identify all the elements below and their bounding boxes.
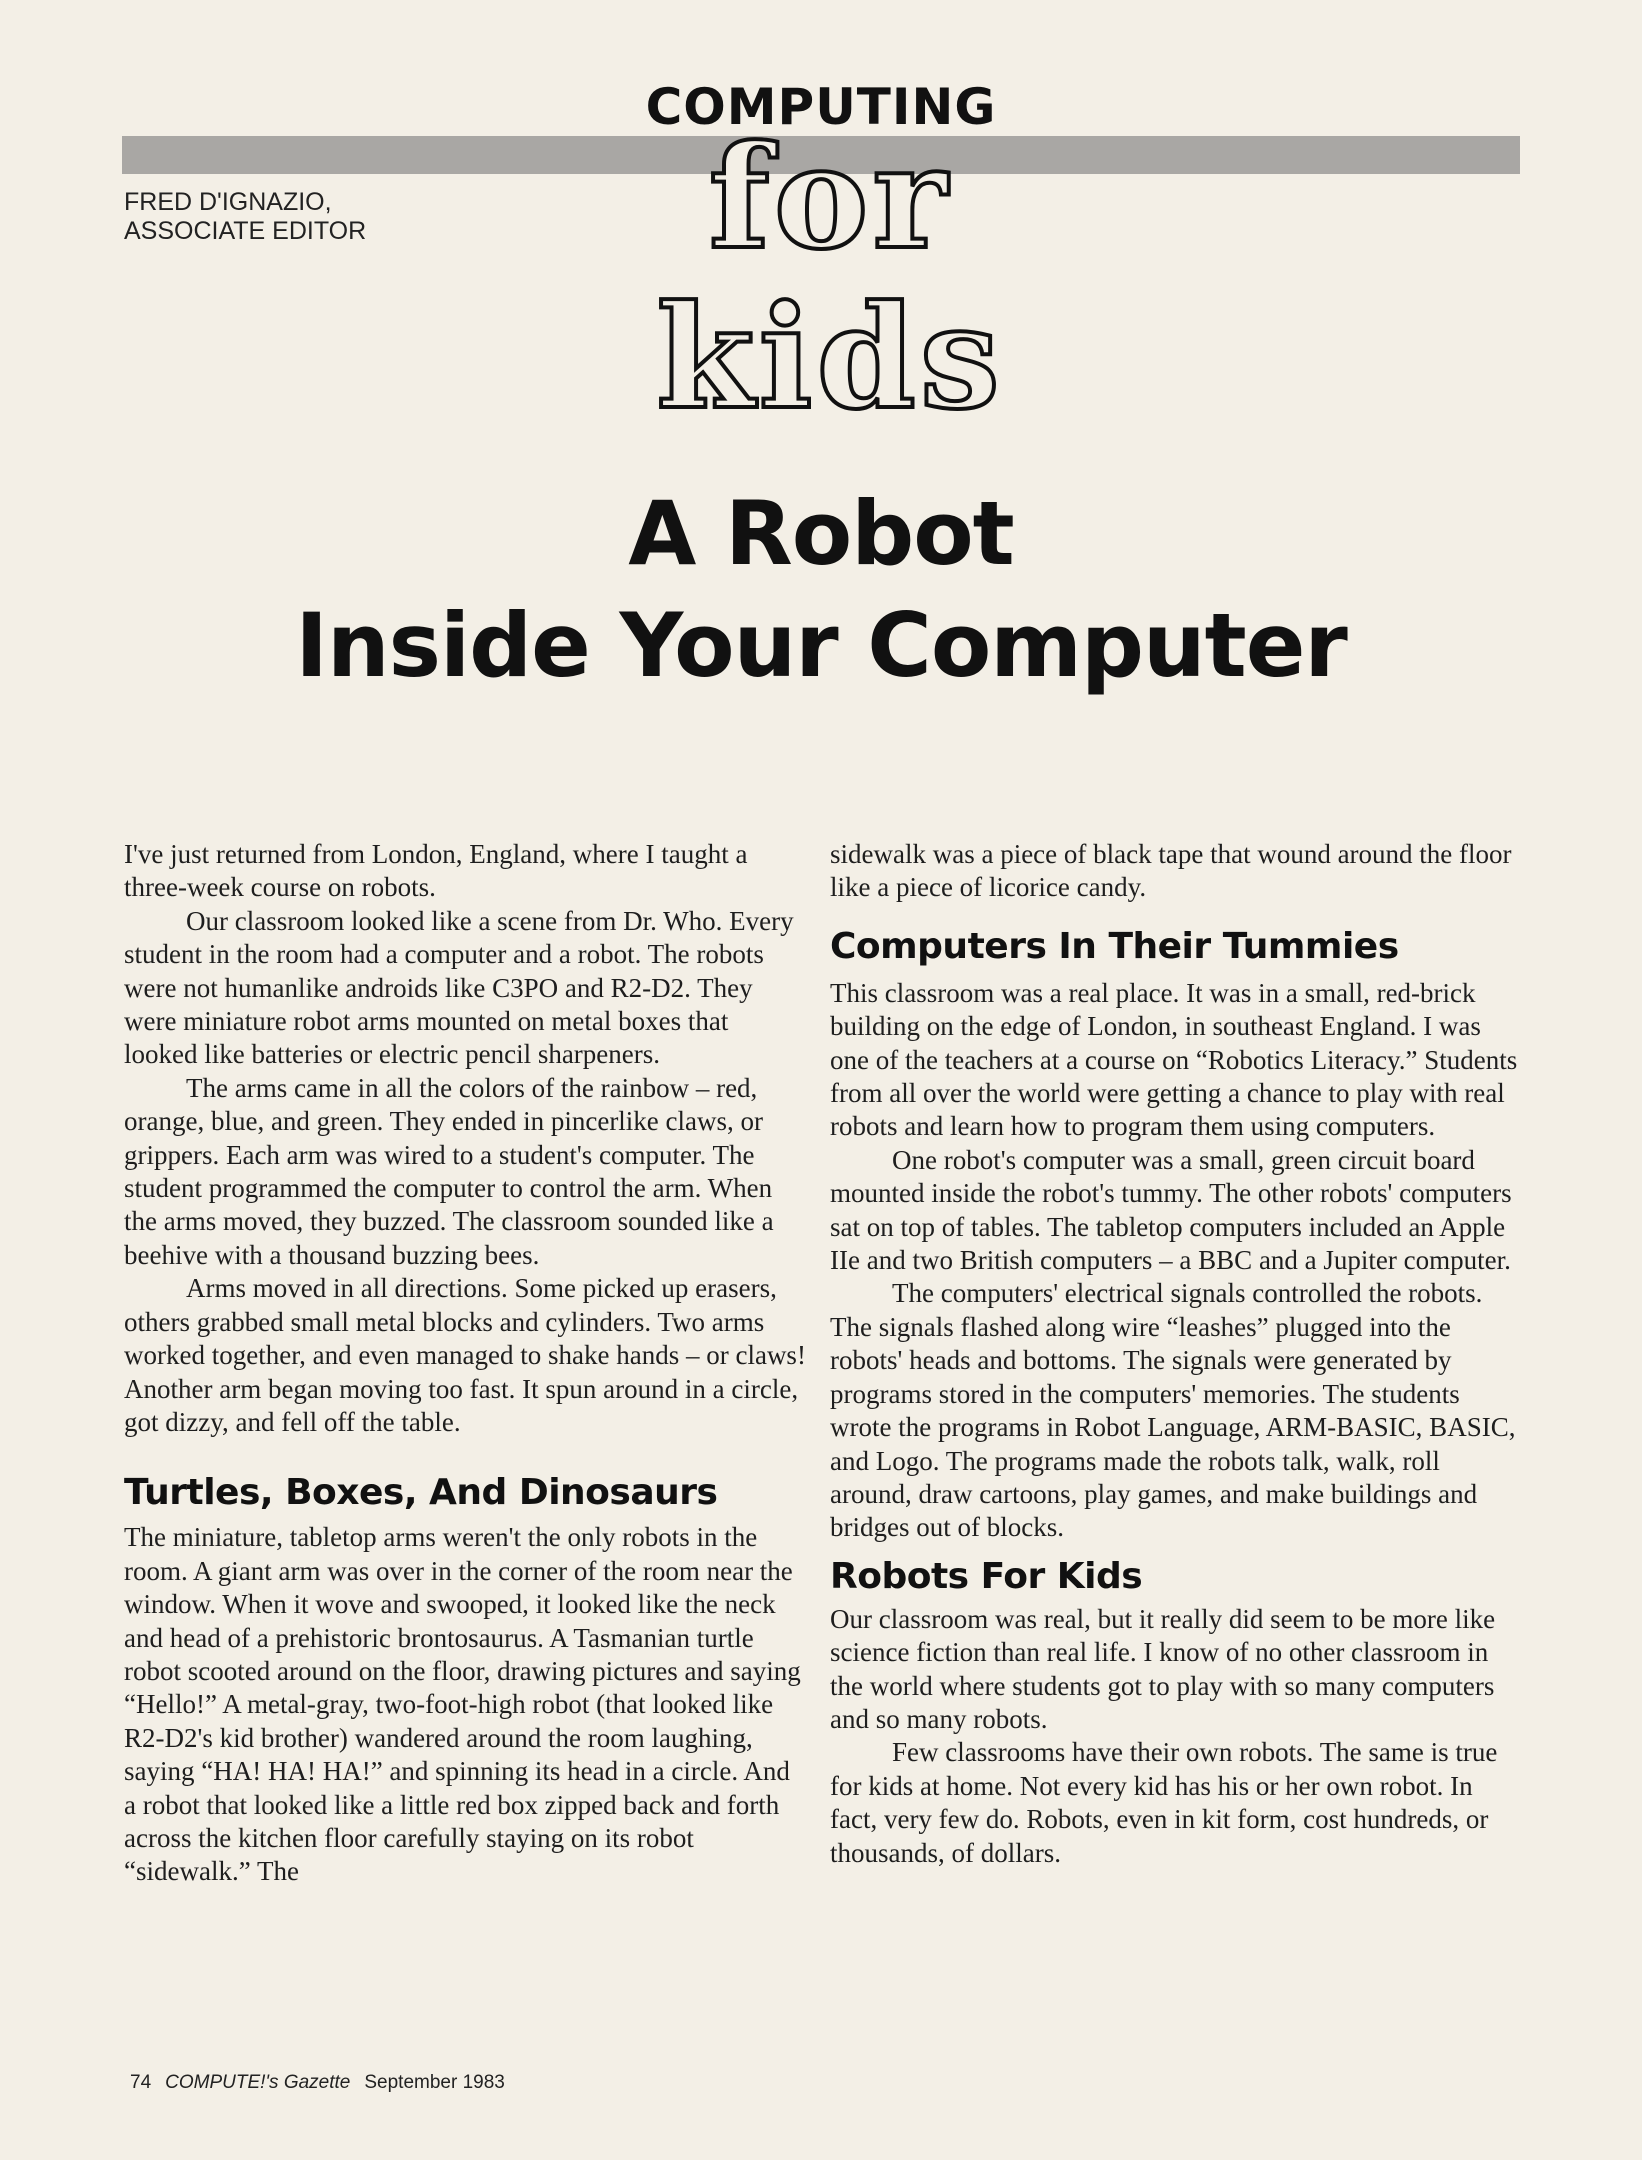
section-heading: Robots For Kids [830,1555,1143,1597]
paragraph: Our classroom was real, but it really did seem to be more like science fiction than real life. I know of no other classroom in the world where students got to play with so many computers and so many robots. [830,1603,1496,1734]
paragraph: I've just returned from London, England, where I taught a three-week course on robots. [124,839,748,903]
page-footer [130,2072,505,2094]
headline-line-1: A Robot [628,482,1014,585]
paragraph: Arms moved in all directions. Some picked up erasers, others grabbed small metal blocks and cylinders. Two arms worked together, and even managed to shake hands – or claws! Another arm began moving too fast. It spun around in a circle, got dizzy, and fell off the table. [124,1273,806,1437]
column-label: COMPUTING [645,78,997,136]
magazine-title: COMPUTE!'s Gazette [165,2072,351,2093]
paragraph: The miniature, tabletop arms weren't the only robots in the room. A giant arm was over in the corner of the room near the window. When it wove and swooped, it looked like the neck and head of a prehistoric brontosaurus. A Tasmanian turtle robot scooted around on the floor, drawing pictures and saying “Hello!” A metal-gray, two-foot-high robot (that looked like R2-D2's kid brother) wandered around the room laughing, saying “HA! HA! HA!” and spinning its head in a circle. And a robot that looked like a little red box zipped back and forth across the kitchen floor carefully staying on its robot “sidewalk.” The [124,1522,801,1887]
column-logo: for kids [656,115,1004,441]
paragraph: Our classroom looked like a scene from Dr. Who. Every student in the room had a computer and a robot. The robots were not humanlike androids like C3PO and R2-D2. They were miniature robot arms mounted on metal boxes that looked like batteries or electric pencil sharpeners. [124,905,794,1070]
author-name: FRED D'IGNAZIO, [124,188,332,216]
headline-line-2: Inside Your Computer [295,594,1347,697]
byline [124,188,366,246]
page-number: 74 [130,2072,152,2093]
article-headline [0,478,1642,702]
paragraph: One robot's computer was a small, green circuit board mounted inside the robot's tummy. The other robots' computers sat on top of tables. The tabletop computers included an Apple IIe and two British computers – a BBC and a Jupiter computer. [830,1144,1512,1276]
paragraph: Few classrooms have their own robots. The same is true for kids at home. Not every kid has his or her own robot. In fact, very few do. Robots, even in kit form, cost hundreds, or thousands, of dollars. [830,1737,1498,1868]
right-column [830,838,1520,1870]
section-heading: Turtles, Boxes, And Dinosaurs [124,1472,718,1514]
section-heading: Computers In Their Tummies [830,925,1399,967]
author-title: ASSOCIATE EDITOR [124,217,367,245]
paragraph: sidewalk was a piece of black tape that wound around the floor like a piece of licorice candy. [830,839,1512,903]
paragraph: This classroom was a real place. It was in a small, red-brick building on the edge of London, in southeast England. I was one of the teachers at a course on “Robotics Literacy.” Students from all over the world were getting a chance to play with real robots and learn how to program them using computers. [830,977,1518,1142]
paragraph: The computers' electrical signals controlled the robots. The signals flashed along wire “leashes” plugged into the robots' heads and bottoms. The signals were generated by programs stored in the computers' memories. The students wrote the programs in Robot Language, ARM-BASIC, BASIC, and Logo. The programs made the robots talk, walk, roll around, draw cartoons, play games, and make buildings and bridges out of blocks. [830,1278,1516,1543]
left-column [124,838,808,1889]
issue-date: September 1983 [364,2072,505,2093]
paragraph: The arms came in all the colors of the rainbow – red, orange, blue, and green. They ended in pincerlike claws, or grippers. Each arm was wired to a student's computer. The student programmed the computer to control the arm. When the arms moved, they buzzed. The classroom sounded like a beehive with a thousand buzzing bees. [124,1072,774,1270]
